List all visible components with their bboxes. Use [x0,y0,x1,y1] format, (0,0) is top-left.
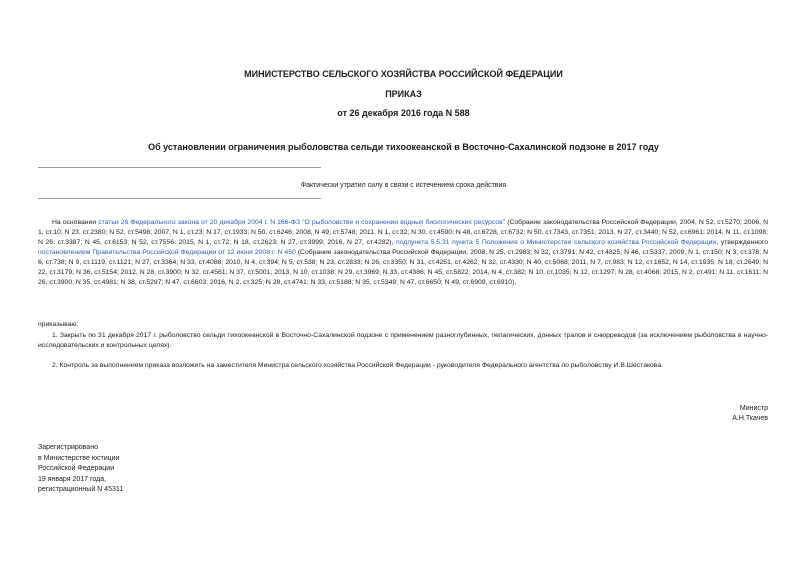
signature-name: А.Н.Ткачев [732,415,768,422]
basis-intro: На основании [52,219,99,226]
registration-line-5: регистрационный N 45311 [38,486,124,493]
document-date: от 26 декабря 2016 года N 588 [337,108,470,118]
registration-line-3: Российской Федерации [38,465,115,472]
document-title: Об установлении ограничения рыболовства сельди тихоокеанской в Восточно-Сахалинской подзоне в 2017 году [148,142,659,152]
regulation-link[interactable]: подпункта 5.5.31 пункта 5 Положения о Министерстве сельского хозяйства Российской Федерации [396,239,717,246]
divider-top [38,167,321,168]
ministry-heading: МИНИСТЕРСТВО СЕЛЬСКОГО ХОЗЯЙСТВА РОССИЙСКОЙ ФЕДЕРАЦИИ [244,69,563,79]
resolution-link[interactable]: постановлением Правительства Российской Федерации от 12 июня 2008 г. N 450 [38,249,296,256]
law-link[interactable]: статьи 26 Федерального закона от 20 декабря 2004 г. N 166-ФЗ "О рыболовстве и сохранении водных биологических ресурсов" [98,219,506,226]
basis-paragraph [38,218,768,288]
document-type: ПРИКАЗ [385,89,422,99]
divider-bottom [38,198,321,199]
status-note: Фактически утратил силу в связи с истечением срока действия [300,182,507,189]
registration-line-1: Зарегистрировано [38,444,98,451]
order-word: приказываю: [38,321,79,328]
basis-text-3: (Собрание законодательства Российской Федерации, 2008, N 25, ст.2983; N 32, ст.3791; N 42, ст.4825; N 46, ст.5337; 2009, N 1, ст.150; N 3, ст.378; N 6, ст.738; N 9, ст.1119, ст.1121; N 27, ст.3364; N 33, ст.4088; 2010, N 4, ст.394; N 5, ст.538; N 23, ст.2833; N 26, ст.3350; N 31, ст.4251, ст.4262; N 32, ст.4330; N 40, ст.5068; 2011, N 7, ст.983; N 12, ст.1652; N 14, ст.1935; N 18, ст.2649; N 22, ст.3179; N 36, ст.5154; 2012, N 28, ст.3900; N 32, ст.4561; N 37, ст.5001; 2013, N 10, ст.1038; N 29, ст.3969; N 33, ст.4386; N 45, ст.5822; 2014, N 4, ст.382; N 10, ст.1035; N 12, ст.1297; N 28, ст.4068; 2015, N 2, ст.491; N 11, ст.1611; N 26, ст.3900; N 35, ст.4981; N 38, ст.5297; N 47, ст.6603; 2016, N 2, ст.325; N 28, ст.4741; N 33, ст.5188; N 35, ст.5349; N 47, ст.6650; N 49, ст.6909, ст.6910), [38,249,768,286]
registration-block [38,443,123,496]
registration-line-2: в Министерстве юстиции [38,454,120,462]
order-item-1: 1. Закрыть по 31 декабря 2017 г. рыболовство сельди тихоокеанской в Восточно-Сахалинской подзоне с применением разноглубинных, пелагических, донных тралов и снюрреводов (за исключением рыболовства в научно-исследовательских и контрольных целях). [38,332,768,349]
order-item-2: 2. Контроль за выполнением приказа возложить на заместителя Министра сельского хозяйства Российской Федерации - руководителя Федерального агентства по рыболовству И.В.Шестакова. [52,362,664,369]
registration-line-4: 19 января 2017 года, [38,475,107,483]
basis-text-2: , утвержденного [716,239,768,246]
signature-position: Министр [739,405,768,412]
basis-text-1: (Собрание законодательства Российской Федерации, 2004, N 52, ст.5270; 2006, N 1, ст.10; N 23, ст.2380; N 52, ст.5498; 2007, N 1, ст.23; N 17, ст.1933; N 50, ст.6246; 2008, N 49, ст.5748; 2011, N 1, ст.32; N 30, ст.4590; N 48, ст.6728, ст.6732; N 50, ст.7343, ст.7351; 2013, N 27, ст.3440; N 52, ст.6961; 2014, N 11, ст.1098; N 26, ст.3387; N 45, ст.6153; N 52, ст.7556; 2015, N 1, ст.72; N 18, ст.2623; N 27, ст.3999; 2016, N 27, ст.4282), [38,219,768,246]
